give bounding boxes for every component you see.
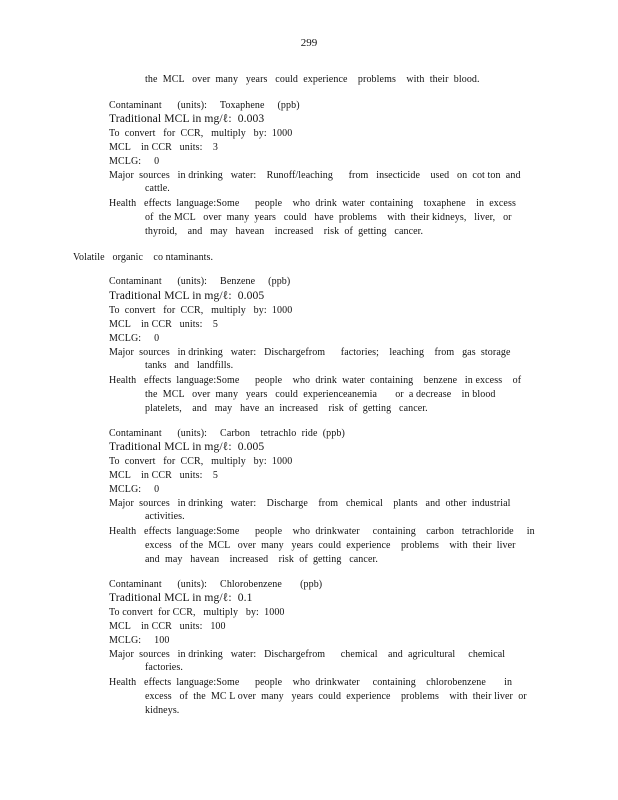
traditional-mcl-line: Traditional MCL in mg/ℓ: 0.005 <box>109 440 265 453</box>
convert-line: To convert for CCR, multiply by: 1000 <box>109 607 285 618</box>
sources-line: Major sources in drinking water: Dischargefrom chemical and agricultural chemical <box>109 649 506 660</box>
health-line: Health effects language:Some people who drinkwater containing chlorobenzene in <box>109 677 513 688</box>
health-line: of the MCL over many years could have problems with their kidneys, liver, or <box>145 212 512 223</box>
mcl-ccr-line: MCL in CCR units: 5 <box>109 319 219 330</box>
mcl-ccr-line: MCL in CCR units: 5 <box>109 470 219 481</box>
sources-line: tanks and landfills. <box>145 360 234 371</box>
convert-line: To convert for CCR, multiply by: 1000 <box>109 305 293 316</box>
contaminant-line: Contaminant (units): Chlorobenzene (ppb) <box>109 579 323 590</box>
contaminant-line: Contaminant (units): Benzene (ppb) <box>109 276 291 287</box>
health-line: kidneys. <box>145 705 180 716</box>
mcl-ccr-line: MCL in CCR units: 3 <box>109 142 219 153</box>
health-line: Health effects language:Some people who drinkwater containing carbon tetrachloride in <box>109 526 535 537</box>
traditional-mcl-line: Traditional MCL in mg/ℓ: 0.003 <box>109 112 265 125</box>
health-line: platelets, and may have an increased risk of getting cancer. <box>145 403 428 414</box>
health-line: thyroid, and may havean increased risk of getting cancer. <box>145 226 424 237</box>
page-number: 299 <box>300 37 318 49</box>
health-line: the MCL over many years could experienceanemia or a decrease in blood <box>145 389 496 400</box>
convert-line: To convert for CCR, multiply by: 1000 <box>109 128 293 139</box>
section-heading: Volatile organic co ntaminants. <box>73 252 214 263</box>
continuation-line: the MCL over many years could experience problems with their blood. <box>145 74 480 85</box>
contaminant-line: Contaminant (units): Toxaphene (ppb) <box>109 100 300 111</box>
health-line: excess of the MCL over many years could experience problems with their liver <box>145 540 516 551</box>
sources-line: factories. <box>145 662 183 673</box>
health-line: and may havean increased risk of getting cancer. <box>145 554 378 565</box>
health-line: Health effects language:Some people who drink water containing benzene in excess of <box>109 375 522 386</box>
mcl-ccr-line: MCL in CCR units: 100 <box>109 621 226 632</box>
health-line: excess of the MC L over many years could experience problems with their liver or <box>145 691 527 702</box>
sources-line: Major sources in drinking water: Runoff/leaching from insecticide used on cot ton and <box>109 170 521 181</box>
mclg-line: MCLG: 0 <box>109 156 160 167</box>
sources-line: Major sources in drinking water: Dischargefrom factories; leaching from gas storage <box>109 347 511 358</box>
sources-line: cattle. <box>145 183 170 194</box>
mclg-line: MCLG: 0 <box>109 484 160 495</box>
traditional-mcl-line: Traditional MCL in mg/ℓ: 0.1 <box>109 591 253 604</box>
convert-line: To convert for CCR, multiply by: 1000 <box>109 456 293 467</box>
traditional-mcl-line: Traditional MCL in mg/ℓ: 0.005 <box>109 289 265 302</box>
health-line: Health effects language:Some people who drink water containing toxaphene in excess <box>109 198 516 209</box>
contaminant-line: Contaminant (units): Carbon tetrachlo ride (ppb) <box>109 428 345 439</box>
sources-line: activities. <box>145 511 185 522</box>
mclg-line: MCLG: 100 <box>109 635 170 646</box>
sources-line: Major sources in drinking water: Discharge from chemical plants and other industrial <box>109 498 511 509</box>
mclg-line: MCLG: 0 <box>109 333 160 344</box>
